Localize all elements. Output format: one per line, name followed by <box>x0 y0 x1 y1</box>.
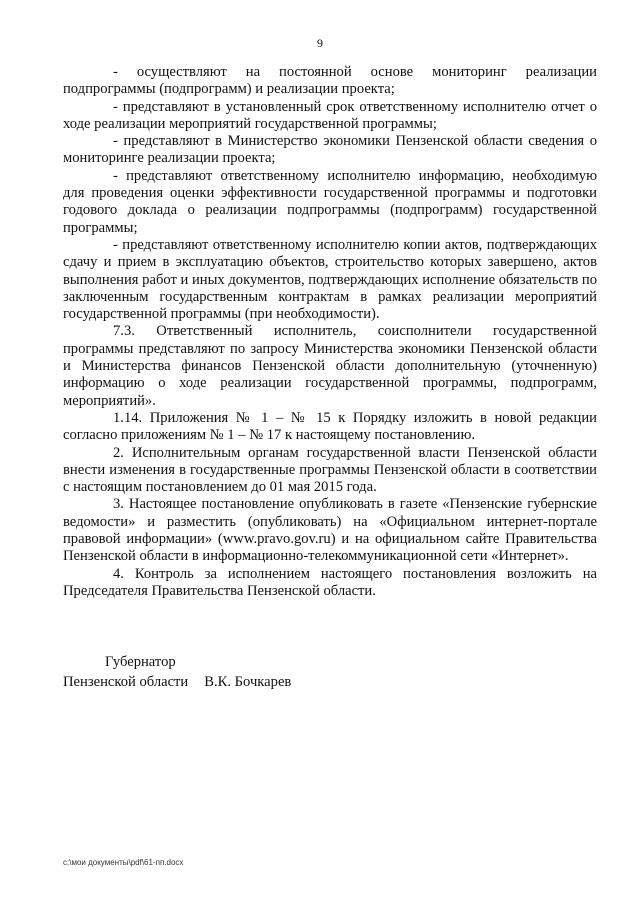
signature-title-line2: Пензенской области <box>63 674 189 690</box>
paragraph-acts-copies: - представляют ответственному исполнителю копии актов, подтверждающих сдачу и прием в эксплуатацию объектов, строительство которых завершено, актов выполнения работ и иных документов, подтверждающих исполнение обязательств по заключенным государственным контрактам в рамках реализации мероприятий государственной программы (при необходимости). <box>63 236 597 323</box>
signature-title-line1: Губернатор <box>105 654 176 670</box>
paragraph-monitoring: - осуществляют на постоянной основе мониторинг реализации подпрограммы (подпрограмм) и реализации проекта; <box>63 64 597 98</box>
page-number: 9 <box>317 36 323 50</box>
paragraph-7-3: 7.3. Ответственный исполнитель, соисполнители государственной программы представляют по запросу Министерства экономики Пензенской области и Министерства финансов Пензенской области дополнительную (уточненную) информацию о ходе реализации государственной программы, подпрограмм, мероприятий». <box>63 323 597 409</box>
paragraph-report: - представляют в установленный срок ответственному исполнителю отчет о ходе реализации мероприятий государственной программы; <box>63 98 597 132</box>
paragraph-1-14: 1.14. Приложения № 1 – № 15 к Порядку изложить в новой редакции согласно приложениям № 1 – № 17 к настоящему постановлению. <box>63 409 597 444</box>
paragraph-3: 3. Настоящее постановление опубликовать в газете «Пензенские губернские ведомости» и разместить (опубликовать) на «Официальном интернет-портале правовой информации» (www.pravo.gov.ru) и на официальном сайте Правительства Пензенской области в информационно-телекоммуникационной сети «Интернет». <box>63 496 597 565</box>
signature-block <box>63 652 597 692</box>
signature-line2 <box>63 672 597 692</box>
document-body <box>63 64 597 600</box>
paragraph-ministry-info: - представляют в Министерство экономики Пензенской области сведения о мониторинге реализации проекта; <box>63 133 597 167</box>
paragraph-4: 4. Контроль за исполнением настоящего постановления возложить на Председателя Правительства Пензенской области. <box>63 565 597 599</box>
paragraph-2: 2. Исполнительным органам государственной власти Пензенской области внести изменения в государственные программы Пензенской области в соответствии с настоящим постановлением до 01 мая 2015 года. <box>63 444 597 496</box>
footer-file-path: c:\мои документы\pdf\61-пп.docx <box>63 858 184 867</box>
signature-name: В.К. Бочкарев <box>204 674 292 690</box>
paragraph-evaluation-info: - представляют ответственному исполнителю информацию, необходимую для проведения оценки эффективности государственной программы и подготовки годового доклада о реализации подпрограммы (подпрограмм) государственной программы; <box>63 167 597 236</box>
